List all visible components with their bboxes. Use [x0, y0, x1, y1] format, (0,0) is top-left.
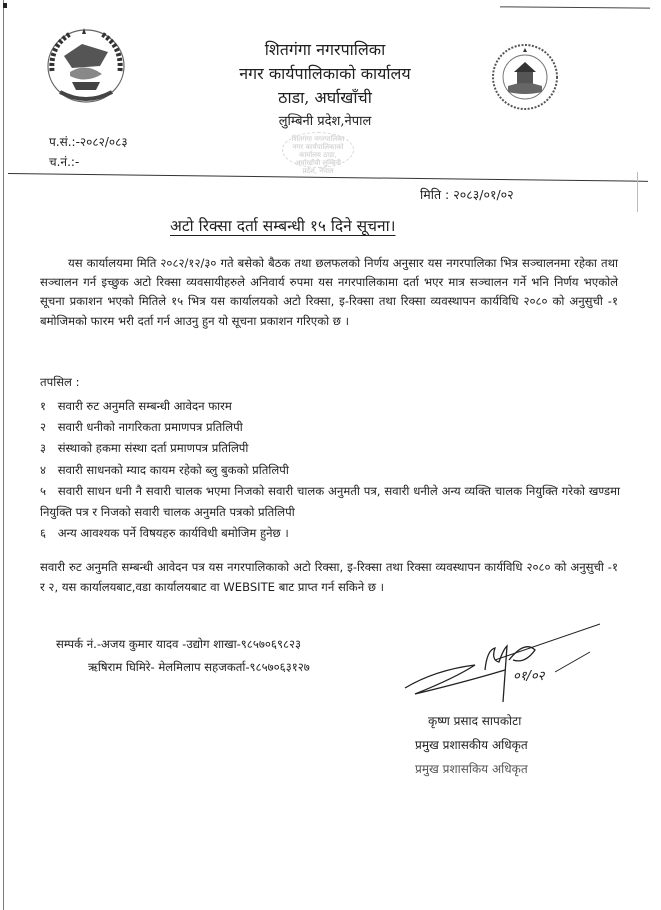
requirements-list	[40, 396, 620, 544]
list-item	[40, 523, 620, 544]
office-name: नगर कार्यपालिकाको कार्यालय	[239, 64, 411, 83]
list-item-text: सवारी साधनको म्याद कायम रहेको ब्लु बुकको प्रतिलिपी	[57, 462, 289, 477]
office-stamp-text: शितगंगा नगरपालिका नगर कार्यपालिकाको कार्यालय ठाडा, अर्घाखाँची लुम्बिनी प्रदेश, नेपाल	[291, 135, 345, 175]
designation-stamp: प्रमुख प्रशासकिय अधिकृत	[415, 762, 528, 776]
office-stamp	[282, 132, 354, 175]
office-location: ठाडा, अर्घाखाँची	[278, 88, 372, 107]
list-item-text: संस्थाको हकमा संस्था दर्ता प्रमाणपत्र प्रतिलिपी	[57, 441, 249, 456]
scan-corner-mark	[3, 3, 7, 8]
notice-title: अटो रिक्सा दर्ता सम्बन्धी १५ दिने सूचना।	[170, 217, 396, 235]
closing-paragraph: सवारी रुट अनुमति सम्बन्धी आवेदन पत्र यस नगरपालिकाको अटो रिक्सा, इ-रिक्सा तथा रिक्सा व्यवस्थापन कार्यविधि २०८० को अनुसुची -१ र २, यस कार्यालयबाट,वडा कार्यालयबाट वा WEBSITE बाट प्राप्त गर्न सकिने छ ।	[40, 560, 618, 594]
list-item-text: अन्य आवश्यक पर्ने विषयहरु कार्यविधी बमोजिम हुनेछ ।	[57, 526, 289, 541]
list-item	[40, 438, 620, 459]
municipality-name: शितगंगा नगरपालिका	[264, 40, 386, 59]
scan-edge-mark	[637, 172, 638, 212]
province-name: लुम्बिनी प्रदेश,नेपाल	[278, 114, 372, 129]
top-edge-line	[500, 6, 650, 8]
list-item	[40, 460, 620, 481]
letter-reference-number: प.सं.:-२०८२/०८३	[49, 135, 128, 149]
list-item	[40, 417, 620, 438]
list-item	[40, 396, 620, 417]
list-item	[40, 481, 620, 523]
municipality-seal-icon	[490, 42, 560, 112]
list-item-number: २	[40, 420, 47, 435]
list-item-number: ३	[40, 441, 47, 456]
contact-line-1: सम्पर्क नं.-अजय कुमार यादव -उद्योग शाखा-९८५७०६९८२३	[56, 637, 302, 651]
list-item-number: ६	[40, 526, 47, 541]
list-item-number: ५	[40, 483, 47, 498]
list-item-text: सवारी धनीको नागरिकता प्रमाणपत्र प्रतिलिपी	[57, 420, 243, 435]
body-paragraph-text: यस कार्यालयमा मिति २०८२/१२/३० गते बसेको बैठक तथा छलफलको निर्णय अनुसार यस नगरपालिका भित्र सञ्चालनमा रहेका तथा सञ्चालन गर्न इच्छुक अटो रिक्सा व्यवसायीहरुले अनिवार्य रुपमा यस नगरपालिकामा दर्ता भएर मात्र सञ्चालन गर्ने भनि निर्णय भएकोले सूचना प्रकाशन भएको मितिले १५ भित्र यस कार्यालयको अटो रिक्सा, इ-रिक्सा तथा रिक्सा व्यवस्थापन कार्यविधि २०८० को अनुसुची -१ बमोजिमको फारम भरी दर्ता गर्न आउनु हुन यो सूचना प्रकाशन गरिएको छ ।	[40, 256, 618, 328]
notice-date: मिति : २०८३/०१/०२	[420, 187, 514, 202]
list-item-number: ४	[40, 462, 47, 477]
list-item-text: सवारी साधन धनी नै सवारी चालक भएमा निजको सवारी चालक अनुमती पत्र, सवारी धनीले अन्य व्यक्ति चालक नियुक्ति गरेको खण्डमा नियुक्ति पत्र र निजको सवारी चालक अनुमति पत्रको प्रतिलिपी	[40, 483, 620, 520]
dispatch-number: च.नं.:-	[49, 155, 80, 169]
list-item-text: सवारी रुट अनुमति सम्बन्धी आवेदन फारम	[57, 399, 232, 413]
contact-line-2: ऋषिराम घिमिरे- मेलमिलाप सहजकर्ता-९८५७०६३१२७	[88, 660, 310, 674]
page-edge-line	[3, 0, 4, 910]
list-item-number: १	[40, 399, 47, 413]
signature-icon	[395, 622, 610, 706]
details-label: तपसिल :	[40, 375, 80, 389]
body-paragraph	[40, 254, 618, 331]
signatory-name: कृष्ण प्रसाद सापकोटा	[428, 714, 522, 728]
signatory-designation: प्रमुख प्रशासकीय अधिकृत	[415, 738, 528, 752]
nepal-government-emblem-icon	[42, 26, 130, 106]
signature-date: ०१/०२	[513, 669, 545, 684]
